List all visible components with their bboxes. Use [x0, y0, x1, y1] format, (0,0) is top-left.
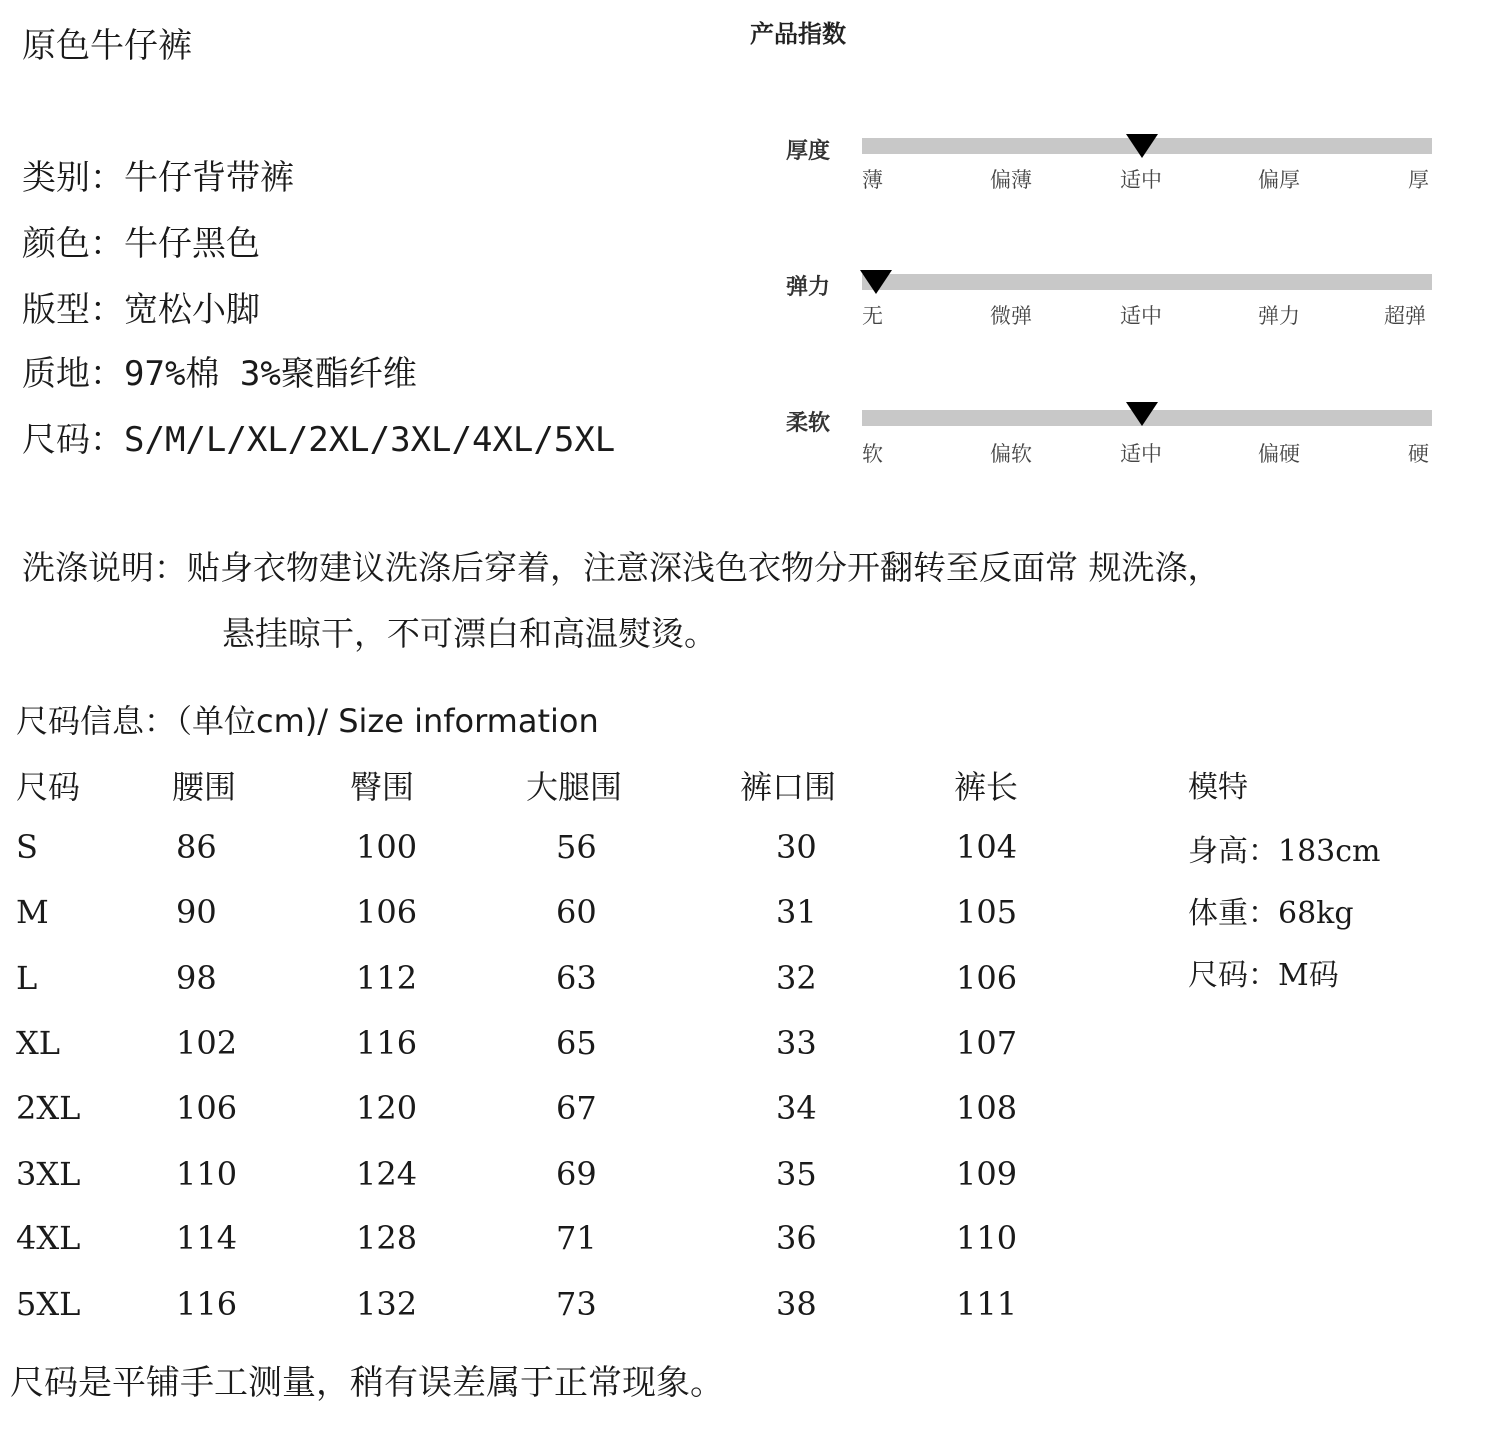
table-cell: 38 — [776, 1285, 817, 1323]
table-cell: 3XL — [16, 1155, 81, 1193]
table-header-thigh: 大腿围 — [526, 768, 623, 806]
model-weight: 体重：68kg — [1188, 896, 1354, 931]
table-cell: 32 — [776, 959, 817, 997]
size-info-heading: 尺码信息：（单位cm)/ Size information — [16, 702, 599, 740]
meter-tick: 薄 — [862, 168, 883, 192]
meter-tick: 适中 — [1120, 304, 1162, 328]
table-cell: 4XL — [16, 1219, 81, 1257]
spec-value: 牛仔黑色 — [124, 224, 260, 264]
table-cell: 116 — [176, 1285, 238, 1323]
table-cell: 116 — [356, 1024, 418, 1062]
table-cell: 106 — [176, 1089, 238, 1127]
table-cell: 110 — [956, 1219, 1018, 1257]
table-cell: 2XL — [16, 1089, 81, 1127]
model-size: 尺码：M码 — [1188, 958, 1339, 993]
meter-tick: 适中 — [1120, 168, 1162, 192]
table-cell: 104 — [956, 828, 1018, 866]
table-cell: 33 — [776, 1024, 817, 1062]
wash-instructions-line1: 洗涤说明：贴身衣物建议洗涤后穿着，注意深浅色衣物分开翻转至反面常 规洗涤， — [22, 548, 1221, 587]
table-cell: 86 — [176, 828, 217, 866]
table-cell: 31 — [776, 893, 817, 931]
meter-marker-thickness — [1126, 134, 1158, 158]
table-cell: 98 — [176, 959, 217, 997]
table-cell: 100 — [356, 828, 418, 866]
table-cell: 67 — [556, 1089, 597, 1127]
product-index-title: 产品指数 — [750, 20, 846, 48]
meter-bar-elasticity — [862, 274, 1432, 290]
spec-value: 宽松小脚 — [124, 290, 260, 330]
table-cell: 110 — [176, 1155, 238, 1193]
table-cell: 63 — [556, 959, 597, 997]
table-cell: 36 — [776, 1219, 817, 1257]
meter-tick: 微弹 — [990, 304, 1032, 328]
meter-tick: 偏厚 — [1258, 168, 1300, 192]
spec-color — [22, 216, 260, 265]
table-header-leg-opening: 裤口围 — [740, 768, 837, 806]
table-cell: 69 — [556, 1155, 597, 1193]
spec-fit — [22, 282, 260, 331]
meter-marker-elasticity — [860, 270, 892, 294]
table-cell: 106 — [356, 893, 418, 931]
spec-value: 牛仔背带裤 — [124, 158, 294, 198]
table-cell: 65 — [556, 1024, 597, 1062]
table-cell: 112 — [356, 959, 418, 997]
table-cell: 114 — [176, 1219, 238, 1257]
table-cell: 106 — [956, 959, 1018, 997]
wash-instructions-line2: 悬挂晾干，不可漂白和高温熨烫。 — [222, 614, 717, 653]
table-cell: XL — [16, 1024, 61, 1062]
spec-sizes — [22, 412, 615, 461]
spec-label: 尺码： — [22, 420, 124, 460]
table-cell: 111 — [956, 1285, 1018, 1323]
table-cell: 56 — [556, 828, 597, 866]
spec-label: 颜色： — [22, 224, 124, 264]
table-cell: 34 — [776, 1089, 817, 1127]
table-cell: 71 — [556, 1219, 597, 1257]
table-cell: 107 — [956, 1024, 1018, 1062]
meter-label-elasticity: 弹力 — [786, 275, 831, 300]
spec-label: 质地： — [22, 354, 124, 394]
meter-tick: 软 — [862, 442, 883, 466]
table-cell: 102 — [176, 1024, 238, 1062]
spec-value: 97%棉 3%聚酯纤维 — [124, 354, 417, 394]
model-height: 身高：183cm — [1188, 834, 1381, 869]
table-cell: M — [16, 893, 49, 931]
meter-tick: 超弹 — [1384, 304, 1426, 328]
page-title: 原色牛仔裤 — [22, 26, 192, 66]
spec-label: 版型： — [22, 290, 124, 330]
table-cell: 60 — [556, 893, 597, 931]
table-cell: 73 — [556, 1285, 597, 1323]
meter-tick: 硬 — [1408, 442, 1429, 466]
table-cell: 5XL — [16, 1285, 81, 1323]
table-cell: 132 — [356, 1285, 418, 1323]
table-cell: 105 — [956, 893, 1018, 931]
meter-tick: 适中 — [1120, 442, 1162, 466]
meter-tick: 厚 — [1408, 168, 1429, 192]
table-cell: 120 — [356, 1089, 418, 1127]
table-cell: 124 — [356, 1155, 418, 1193]
table-cell: L — [16, 959, 38, 997]
table-cell: 35 — [776, 1155, 817, 1193]
spec-category — [22, 150, 294, 199]
table-header-waist: 腰围 — [172, 768, 237, 806]
table-cell: 109 — [956, 1155, 1018, 1193]
table-header-hip: 臀围 — [350, 768, 415, 806]
table-cell: 108 — [956, 1089, 1018, 1127]
meter-label-softness: 柔软 — [786, 411, 831, 436]
table-cell: 90 — [176, 893, 217, 931]
model-header: 模特 — [1188, 770, 1248, 805]
spec-label: 类别： — [22, 158, 124, 198]
meter-tick: 偏软 — [990, 442, 1032, 466]
meter-tick: 无 — [862, 304, 883, 328]
table-cell: 128 — [356, 1219, 418, 1257]
meter-tick: 偏薄 — [990, 168, 1032, 192]
measurement-note: 尺码是平铺手工测量，稍有误差属于正常现象。 — [10, 1363, 724, 1403]
table-cell: 30 — [776, 828, 817, 866]
spec-material — [22, 346, 417, 395]
meter-label-thickness: 厚度 — [786, 139, 831, 164]
table-cell: S — [16, 828, 38, 866]
table-header-length: 裤长 — [954, 768, 1019, 806]
table-header-size: 尺码 — [16, 768, 81, 806]
meter-tick: 偏硬 — [1258, 442, 1300, 466]
meter-marker-softness — [1126, 402, 1158, 426]
meter-tick: 弹力 — [1258, 304, 1300, 328]
spec-value: S/M/L/XL/2XL/3XL/4XL/5XL — [124, 420, 616, 460]
